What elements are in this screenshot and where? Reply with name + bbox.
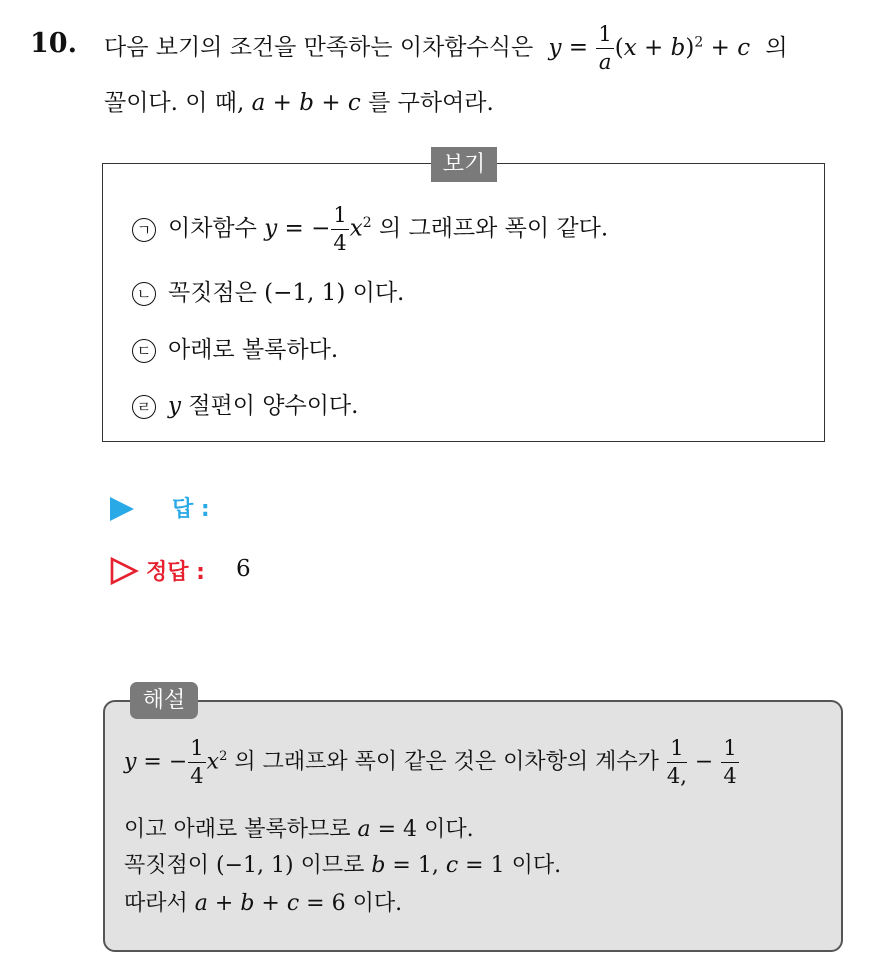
circled-nieun-icon: ㄴ <box>132 282 156 306</box>
question-number: 10. <box>30 28 77 59</box>
math-expression: $(x + b)^2 + c$ <box>614 33 751 61</box>
question-line-1: 다음 보기의 조건을 만족하는 이차함수식은 y = $\frac{1}{a}$ $(x + b)^2 + c$ 의 <box>104 22 788 74</box>
bogi-item-2 <box>132 274 404 307</box>
explanation-line-4-text-b: 이다. <box>352 891 403 916</box>
fraction-1-over-4-b: $\frac{1}{4}$ <box>190 736 204 788</box>
question-text-1: 다음 보기의 조건을 만족하는 이차함수식은 <box>104 34 534 61</box>
explanation-line-3-text-b: 이다. <box>511 853 562 878</box>
bogi-item-1: ㄱ 이차함수 y = − $\frac{1}{4}$ $x^2$ 의 그래프와 폭이 같다. <box>132 205 608 254</box>
bogi-item-1-text-b: 의 그래프와 폭이 같다. <box>378 215 609 242</box>
answer-label: 답 : <box>172 497 210 522</box>
correct-label: 정답 : <box>146 560 205 585</box>
question-line-2: 꼴이다. 이 때, a + b + c 를 구하여라. <box>104 90 494 116</box>
question-text-2: 꼴이다. 이 때, <box>104 90 245 116</box>
math-sum: a <box>251 90 266 116</box>
explanation-line-3: 꼭짓점이 (−1, 1) 이므로 b = 1, c = 1 이다. <box>124 853 562 878</box>
explanation-line-4: 따라서 a + b + c = 6 이다. <box>124 891 403 916</box>
math-y: y <box>548 34 562 61</box>
correct-value: 6 <box>236 556 251 582</box>
question-text-1-end: 의 <box>765 34 788 61</box>
circled-digeut-icon: ㄷ <box>132 339 156 363</box>
explanation-title: 해설 <box>130 682 198 719</box>
circled-rieul-icon: ㄹ <box>132 395 156 419</box>
bogi-item-3 <box>132 331 338 364</box>
explanation-line-4-text-a: 따라서 <box>124 891 188 916</box>
explanation-line-3-text-a: 꼭짓점이 (−1, 1) 이므로 <box>124 853 365 878</box>
fraction-1-over-a: $\frac{1}{a}$ <box>598 22 612 74</box>
correct-arrow-icon <box>110 557 140 585</box>
bogi-item-1-text-a: 이차함수 <box>168 215 257 242</box>
explanation-line-2-text-b: 이다. <box>424 817 474 842</box>
explanation-line-1-text: 의 그래프와 폭이 같은 것은 이차항의 계수가 <box>234 749 659 775</box>
bogi-title: 보기 <box>431 147 497 182</box>
answer-arrow-icon <box>110 497 134 521</box>
circled-giyeok-icon: ㄱ <box>132 218 156 242</box>
explanation-line-1: y = − $\frac{1}{4}$ $x^2$ 의 그래프와 폭이 같은 것은 이차항의 계수가 $\frac{1}{4,}$ − $\frac{1}{4}$ <box>124 736 737 788</box>
bogi-item-3-text: 아래로 볼록하다. <box>168 337 339 363</box>
fraction-1-over-4-c: $\frac{1}{4,}$ <box>666 736 687 788</box>
explanation-line-2-text-a: 이고 아래로 볼록하므로 <box>124 817 351 842</box>
question-text-2-end: 를 구하여라. <box>368 90 494 116</box>
bogi-item-2-text: 꼭짓점은 (−1, 1) 이다. <box>168 280 405 306</box>
fraction-1-over-4: $\frac{1}{4}$ <box>333 203 347 255</box>
bogi-item-4: ㄹ y 절편이 양수이다. <box>132 387 358 420</box>
explanation-line-2: 이고 아래로 볼록하므로 a = 4 이다. <box>124 817 474 842</box>
bogi-item-4-text: 절편이 양수이다. <box>188 393 359 419</box>
fraction-1-over-4-d: $\frac{1}{4}$ <box>723 736 737 788</box>
